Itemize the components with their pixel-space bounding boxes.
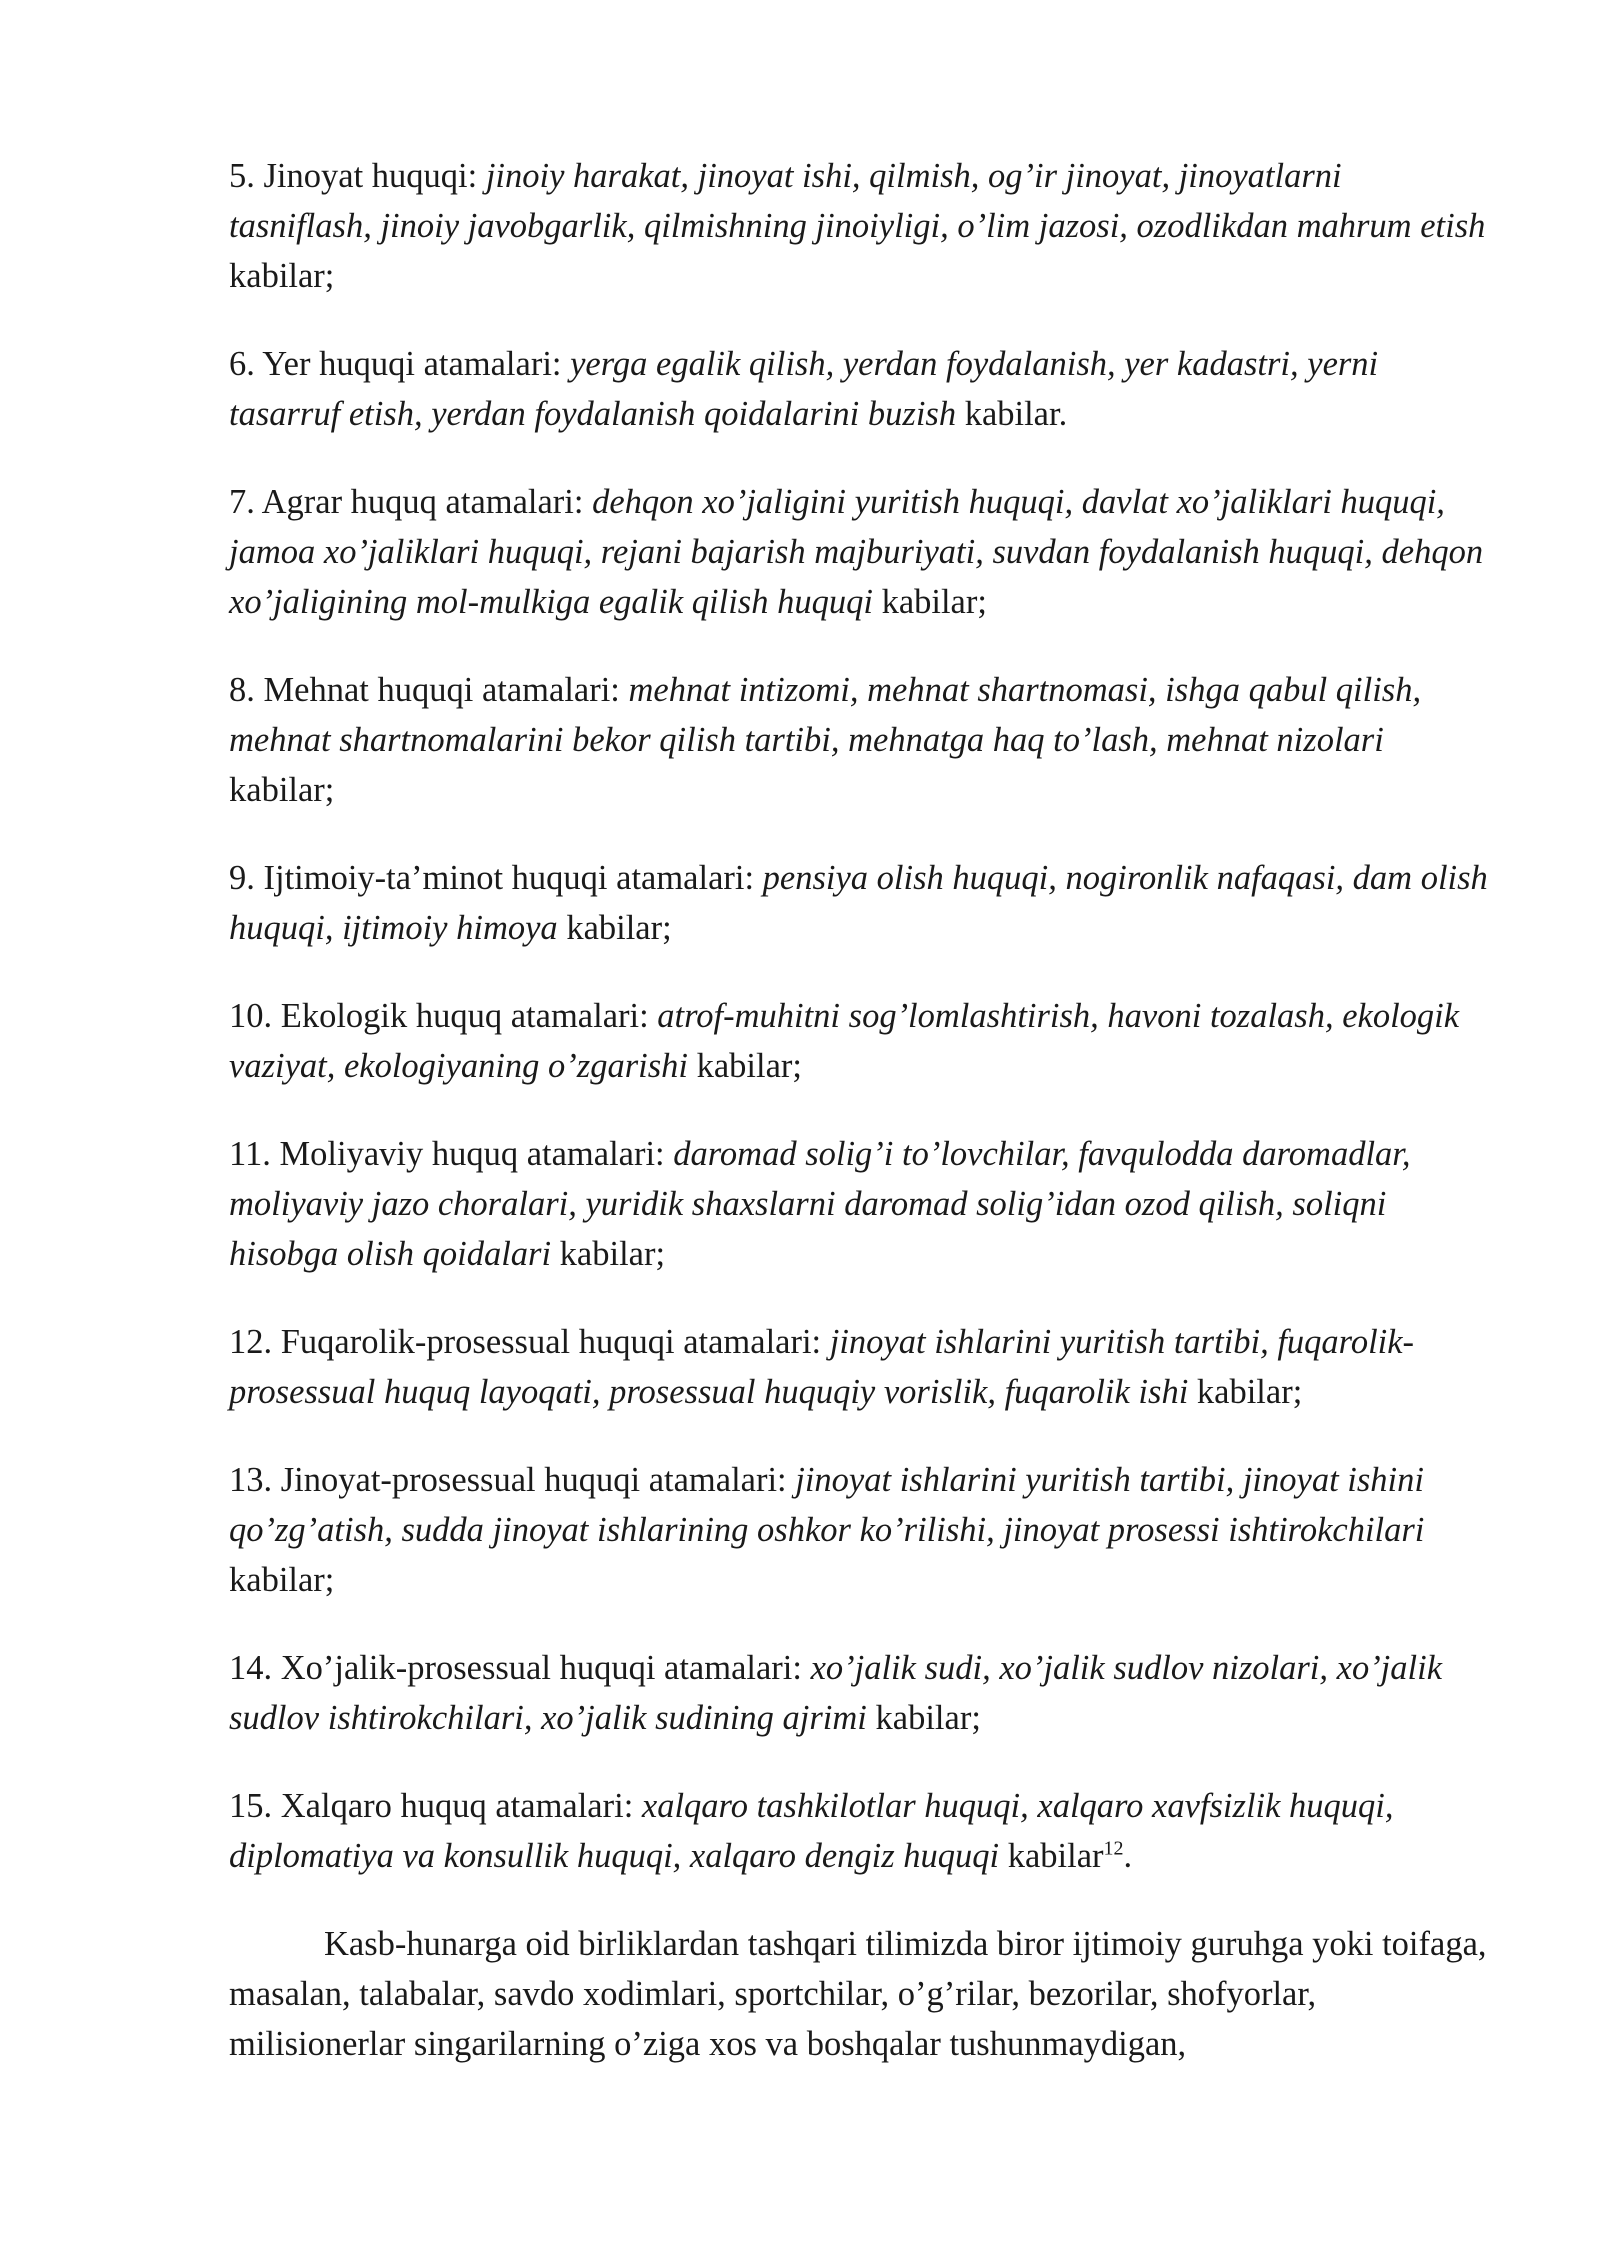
list-item-criminal-procedure-law bbox=[229, 1455, 1489, 1605]
list-item-land-law bbox=[229, 339, 1489, 439]
item-terms: xo’jalik sudi, xo’jalik sudlov nizolari, xo’jalik sudlov ishtirokchilari, xo’jalik sudining ajrimi bbox=[229, 1649, 1443, 1737]
body-paragraph: Kasb-hunarga oid birliklardan tashqari tilimizda biror ijtimoiy guruhga yoki toifaga, masalan, talabalar, savdo xodimlari, sportchilar, o’g’rilar, bezorilar, shofyorlar, milisionerlar singarilarning o’ziga xos va boshqalar tushunmaydigan, bbox=[229, 1925, 1487, 2063]
item-terms: yerga egalik qilish, yerdan foydalanish, yer kadastri, yerni tasarruf etish, yerdan foydalanish qoidalarini buzish bbox=[229, 345, 1379, 433]
item-suffix: kabilar. bbox=[956, 395, 1068, 433]
item-suffix: kabilar; bbox=[229, 771, 335, 809]
item-terms: mehnat intizomi, mehnat shartnomasi, ishga qabul qilish, mehnat shartnomalarini bekor qilish tartibi, mehnatga haq to’lash, mehnat nizolari bbox=[229, 671, 1422, 759]
item-terms: jinoyat ishlarini yuritish tartibi, fuqarolik-prosessual huquq layoqati, prosessual huquqiy vorislik, fuqarolik ishi bbox=[229, 1323, 1415, 1411]
item-terms: daromad solig’i to’lovchilar, favqulodda daromadlar, moliyaviy jazo choralari, yuridik shaxslarni daromad solig’idan ozod qilish, soliqni hisobga olish qoidalari bbox=[229, 1135, 1411, 1273]
item-prefix: 15. Xalqaro huquq atamalari: bbox=[229, 1787, 642, 1825]
item-prefix: 9. Ijtimoiy-ta’minot huquqi atamalari: bbox=[229, 859, 763, 897]
item-end-punctuation: . bbox=[1123, 1837, 1133, 1875]
item-terms: jinoiy harakat, jinoyat ishi, qilmish, og’ir jinoyat, jinoyatlarni tasniflash, jinoiy javobgarlik, qilmishning jinoiyligi, o’lim jazosi, ozodlikdan mahrum etish bbox=[229, 157, 1486, 245]
list-item-civil-procedure-law bbox=[229, 1317, 1489, 1417]
list-item-international-law bbox=[229, 1781, 1489, 1881]
item-prefix: 5. Jinoyat huquqi: bbox=[229, 157, 486, 195]
item-prefix: 6. Yer huquqi atamalari: bbox=[229, 345, 571, 383]
item-suffix: kabilar; bbox=[551, 1235, 666, 1273]
item-terms: xalqaro tashkilotlar huquqi, xalqaro xavfsizlik huquqi, diplomatiya va konsullik huquqi, xalqaro dengiz huquqi bbox=[229, 1787, 1394, 1875]
item-suffix: kabilar bbox=[999, 1837, 1104, 1875]
item-suffix: kabilar; bbox=[872, 583, 987, 621]
item-suffix: kabilar; bbox=[557, 909, 672, 947]
item-prefix: 8. Mehnat huquqi atamalari: bbox=[229, 671, 629, 709]
list-item-agrarian-law bbox=[229, 477, 1489, 627]
item-terms: pensiya olish huquqi, nogironlik nafaqasi, dam olish huquqi, ijtimoiy himoya bbox=[229, 859, 1488, 947]
list-item-ecological-law bbox=[229, 991, 1489, 1091]
item-prefix: 13. Jinoyat-prosessual huquqi atamalari: bbox=[229, 1461, 796, 1499]
item-suffix: kabilar; bbox=[229, 1561, 335, 1599]
list-item-economic-procedure-law bbox=[229, 1643, 1489, 1743]
list-item-social-security-law bbox=[229, 853, 1489, 953]
item-prefix: 7. Agrar huquq atamalari: bbox=[229, 483, 593, 521]
item-prefix: 14. Xo’jalik-prosessual huquqi atamalari: bbox=[229, 1649, 811, 1687]
document-page bbox=[229, 151, 1489, 2107]
item-terms: atrof-muhitni sog’lomlashtirish, havoni tozalash, ekologik vaziyat, ekologiyaning o’zgarishi bbox=[229, 997, 1460, 1085]
item-suffix: kabilar; bbox=[687, 1047, 802, 1085]
list-item-financial-law bbox=[229, 1129, 1489, 1279]
item-prefix: 10. Ekologik huquq atamalari: bbox=[229, 997, 658, 1035]
item-terms: jinoyat ishlarini yuritish tartibi, jinoyat ishini qo’zg’atish, sudda jinoyat ishlarining oshkor ko’rilishi, jinoyat prosessi ishtirokchilari bbox=[229, 1461, 1425, 1549]
list-item-criminal-law bbox=[229, 151, 1489, 301]
item-suffix: kabilar; bbox=[229, 257, 335, 295]
item-suffix: kabilar; bbox=[866, 1699, 981, 1737]
item-suffix: kabilar; bbox=[1188, 1373, 1303, 1411]
item-prefix: 12. Fuqarolik-prosessual huquqi atamalari: bbox=[229, 1323, 830, 1361]
footnote-reference[interactable]: 12 bbox=[1103, 1837, 1124, 1860]
list-item-labor-law bbox=[229, 665, 1489, 815]
item-prefix: 11. Moliyaviy huquq atamalari: bbox=[229, 1135, 674, 1173]
item-terms: dehqon xo’jaligini yuritish huquqi, davlat xo’jaliklari huquqi, jamoa xo’jaliklari huquqi, rejani bajarish majburiyati, suvdan foydalanish huquqi, dehqon xo’jaligining mol-mulkiga egalik qilish huquqi bbox=[229, 483, 1484, 621]
